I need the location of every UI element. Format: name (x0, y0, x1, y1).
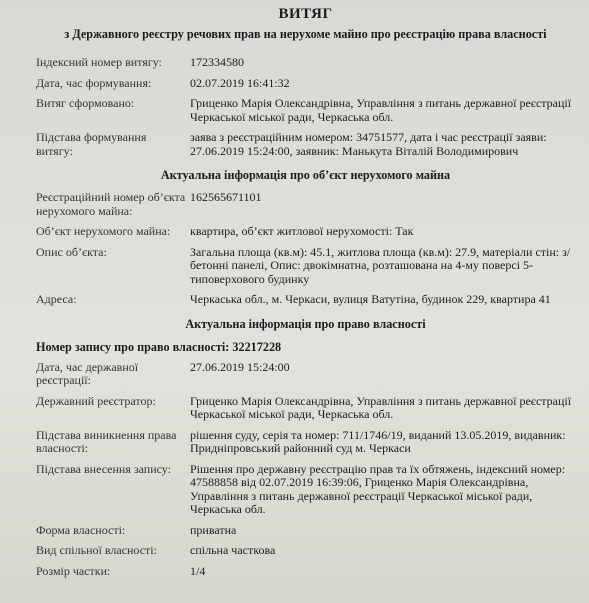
field-label: Адреса: (36, 292, 77, 306)
document-title: ВИТЯГ (278, 6, 333, 22)
field-value: Загальна площа (кв.м): 45.1, житлова площа (кв.м): 27.9, матеріали стін: з/бетонні панелі, Опис: двокімнатна, розташована на 4-му поверсі 5-типоверхового будинку (190, 244, 571, 286)
field-value: 1/4 (190, 563, 206, 578)
field-row (36, 225, 575, 239)
field-label: Підстава формування витягу: (36, 130, 147, 158)
field-row (36, 395, 575, 422)
extract-info (36, 56, 575, 158)
ownership-info (36, 361, 575, 579)
field-row (36, 544, 575, 558)
ownership-record-number: Номер запису про право власності: 32217228 (36, 339, 282, 354)
field-row (36, 293, 575, 307)
field-row (36, 429, 575, 456)
property-section-title: Актуальна інформація про об’єкт нерухомого майна (160, 168, 451, 182)
field-row (36, 565, 575, 579)
field-row (36, 97, 575, 124)
field-value: 162565671101 (190, 190, 262, 204)
field-label: Об’єкт нерухомого майна: (36, 224, 171, 238)
field-row (36, 56, 575, 70)
ownership-section-title: Актуальна інформація про право власності (185, 316, 426, 331)
field-label: Вид спільної власності: (36, 543, 157, 557)
field-label: Індексний номер витягу: (36, 55, 162, 69)
field-row (36, 191, 575, 218)
field-value: 02.07.2019 16:41:32 (190, 75, 290, 90)
field-value: приватна (190, 522, 237, 537)
field-label: Державний реєстратор: (36, 393, 156, 408)
field-label: Підстава виникнення права власності: (36, 427, 177, 455)
field-label: Опис об’єкта: (36, 244, 107, 259)
field-value: Рішення про державну реєстрацію прав та їх обтяжень, індексний номер: 47588858 від 02.07.2019 16:39:06, Гриценко Марія Олександрівна, Управління з питань державної реєстрації Черкаської міської ради, Черкаська обл. (190, 461, 566, 516)
field-value: 172334580 (190, 55, 244, 69)
field-value: Гриценко Марія Олександрівна, Управління з питань державної реєстрації Черкаської міської ради, Черкаська обл. (190, 393, 572, 421)
field-label: Форма власності: (36, 522, 126, 537)
field-value: Черкаська обл., м. Черкаси, вулиця Ватутіна, будинок 229, квартира 41 (190, 292, 551, 306)
field-label: Реєстраційний номер об’єкта нерухомого майна: (36, 190, 186, 218)
field-row (36, 131, 575, 158)
field-value: рішення суду, серія та номер: 711/1746/19, виданий 13.05.2019, видавник: Придніпровський районний суд м. Черкаси (190, 427, 566, 455)
field-value: 27.06.2019 15:24:00 (190, 359, 290, 374)
field-label: Підстава внесення запису: (36, 461, 171, 476)
field-row (36, 463, 575, 517)
field-row (36, 77, 575, 91)
field-row (36, 361, 575, 388)
property-info (36, 191, 575, 307)
field-label: Витяг сформовано: (36, 96, 135, 110)
field-value: спільна часткова (190, 543, 276, 557)
document-subtitle: з Державного реєстру речових прав на нерухоме майно про реєстрацію права власності (64, 27, 547, 41)
field-row (36, 524, 575, 538)
field-value: заява з реєстраційним номером: 34751577, дата і час реєстрації заяви: 27.06.2019 15:24:00, заявник: Манькута Віталій Володимирович (190, 130, 547, 158)
field-label: Дата, час державної реєстрації: (36, 359, 139, 387)
field-label: Дата, час формування: (36, 75, 152, 90)
field-row (36, 246, 575, 287)
field-value: Гриценко Марія Олександрівна, Управління з питань державної реєстрації Черкаської міської ради, Черкаська обл. (190, 96, 572, 124)
field-value: квартира, об’єкт житлової нерухомості: Так (190, 224, 414, 238)
field-label: Розмір частки: (36, 563, 111, 578)
